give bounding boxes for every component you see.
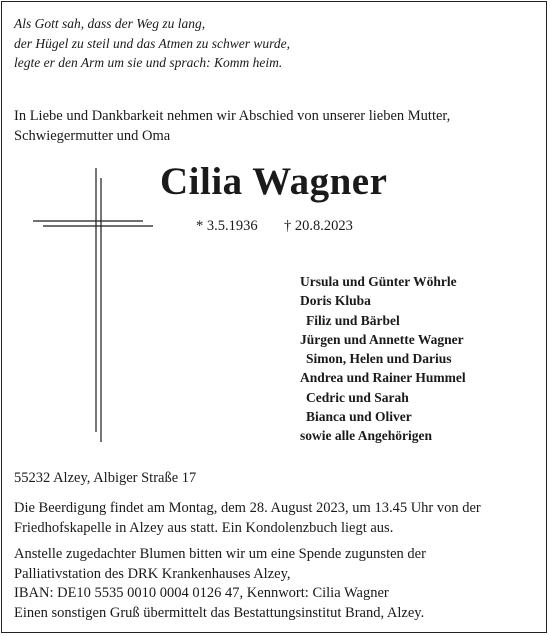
family-member: Jürgen und Annette Wagner — [300, 331, 464, 347]
death-date: † 20.8.2023 — [284, 218, 353, 234]
family-member: Cedric und Sarah — [306, 389, 409, 405]
donation-line: Einen sonstigen Gruß übermittelt das Bestattungsinstitut Brand, Alzey. — [14, 604, 425, 621]
address: 55232 Alzey, Albiger Straße 17 — [14, 470, 197, 486]
family-member: Simon, Helen und Darius — [306, 351, 452, 367]
birth-date: * 3.5.1936 — [196, 218, 258, 234]
family-member: Andrea und Rainer Hummel — [300, 370, 466, 386]
poem-line: legte er den Arm um sie und sprach: Komm heim. — [14, 55, 283, 70]
donation-line: Palliativstation des DRK Krankenhauses Alzey, — [14, 565, 291, 582]
family-member: Bianca und Oliver — [306, 409, 412, 425]
donation-line: Anstelle zugedachter Blumen bitten wir um eine Spende zugunsten der — [14, 546, 426, 562]
family-member: Doris Kluba — [300, 293, 371, 309]
intro-text: In Liebe und Dankbarkeit nehmen wir Abschied von unserer lieben Mutter, Schwiegermutter und Oma — [14, 108, 451, 144]
donation-line: IBAN: DE10 5535 0010 0004 0126 47, Kennwort: Cilia Wagner — [14, 585, 389, 601]
donation-info — [14, 545, 540, 623]
funeral-info: Die Beerdigung findet am Montag, dem 28. August 2023, um 13.45 Uhr von der Friedhofskapelle in Alzey aus statt. Ein Kondolenzbuch liegt aus. — [14, 500, 481, 536]
deceased-name: Cilia Wagner — [160, 160, 388, 203]
family-member: Ursula und Günter Wöhrle — [300, 274, 457, 289]
poem-line: Als Gott sah, dass der Weg zu lang, — [14, 16, 206, 31]
poem — [14, 14, 290, 73]
family-list — [300, 272, 466, 446]
family-member: sowie alle Angehörigen — [300, 428, 432, 444]
family-member: Filiz und Bärbel — [306, 312, 400, 328]
poem-line: der Hügel zu steil und das Atmen zu schwer wurde, — [14, 35, 290, 51]
